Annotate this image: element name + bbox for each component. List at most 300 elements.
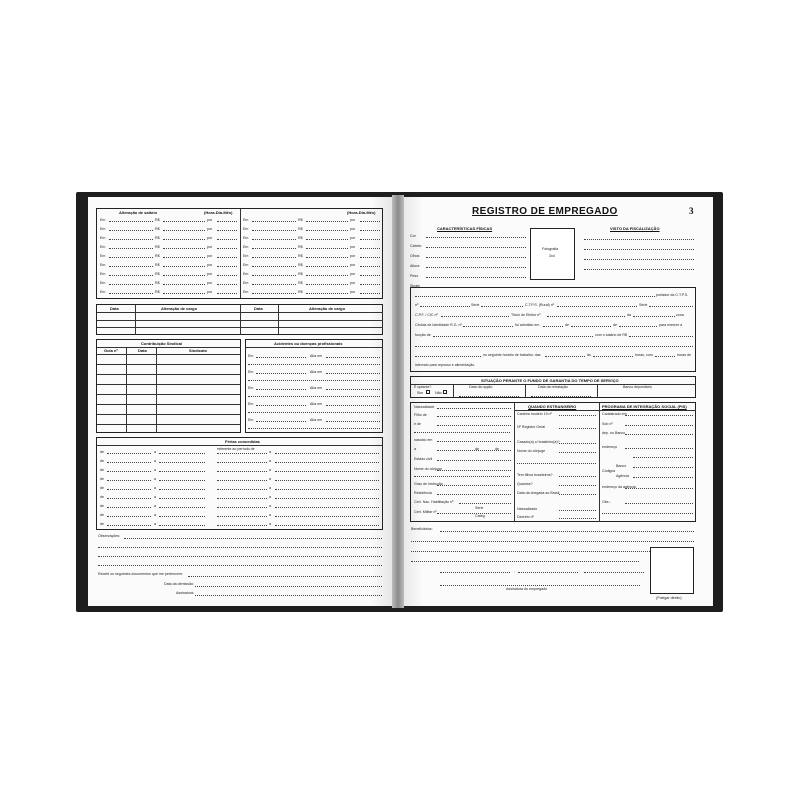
salary-row-por-line xyxy=(217,239,237,240)
vacation-a-label: a xyxy=(154,486,156,490)
personal-field-line xyxy=(437,450,511,451)
section-divider xyxy=(599,403,600,522)
union-row-line xyxy=(97,374,241,375)
vacation-period2-line xyxy=(275,453,379,454)
vacation-a2-label: a xyxy=(269,513,271,517)
observations-label: Observações: xyxy=(98,534,121,538)
personal-data-box xyxy=(410,402,696,522)
vacation-period2-line xyxy=(275,525,379,526)
rg-label: Cédula de Identidade R.G. nº xyxy=(415,323,462,327)
trait-line xyxy=(426,277,526,278)
trait-line xyxy=(426,257,526,258)
dismissal-date-label: Data da demissão: xyxy=(164,582,194,586)
salary-row-por-line xyxy=(360,275,380,276)
union-col-guia: Guia nº xyxy=(104,348,118,353)
birth-de2-label: de xyxy=(495,447,499,451)
voter-da-label: da xyxy=(627,313,631,317)
documents-received-label: Recebi os seguintes documentos que me pertencem: xyxy=(98,572,183,576)
vacation-from-line xyxy=(107,489,151,490)
salary-row-value-line xyxy=(163,239,205,240)
trait-label: Olhos xyxy=(410,254,420,258)
vacation-to-line xyxy=(159,498,205,499)
signature-date-line xyxy=(584,572,644,573)
salary-row-por-label: por xyxy=(350,281,356,285)
vacation-de-label: de xyxy=(100,504,104,508)
salary-row-value-line xyxy=(306,275,348,276)
salary-row-date-line xyxy=(109,230,153,231)
personal-field-label: Residência xyxy=(414,491,432,495)
personal-field-line xyxy=(414,476,510,477)
trait-line xyxy=(426,247,526,248)
accident-em-label: Em xyxy=(248,370,254,374)
vacation-to-line xyxy=(159,507,205,508)
vacation-period-line xyxy=(217,498,267,499)
salary-row-em-label: Em xyxy=(100,254,106,258)
vacation-a2-label: a xyxy=(269,504,271,508)
vacation-a2-label: a xyxy=(269,459,271,463)
section-hline xyxy=(514,410,696,411)
physical-traits-title: CARACTERÍSTICAS FÍSICAS xyxy=(437,226,493,231)
fgts-vline xyxy=(453,384,454,398)
vacation-to-line xyxy=(159,480,205,481)
foreigner-field-label: Quantos? xyxy=(517,482,533,486)
salary-row-por-label: por xyxy=(207,227,213,231)
vacation-a2-label: a xyxy=(269,468,271,472)
accident-extra-line xyxy=(248,380,380,381)
accident-alta-line xyxy=(326,421,380,422)
salary-row-por-line xyxy=(360,239,380,240)
foreigner-field-line xyxy=(559,452,596,453)
personal-field-label: Naturalidade xyxy=(414,405,435,409)
salary-row-em-label: Em xyxy=(100,272,106,276)
union-row-line xyxy=(97,364,241,365)
vacation-period-line xyxy=(217,507,267,508)
salary-row-por-label: por xyxy=(207,281,213,285)
contract-line xyxy=(629,336,693,337)
personal-field-label: Nome do cônjuge xyxy=(414,467,443,471)
fgts-box xyxy=(410,376,696,398)
salary-row-em-label: Em xyxy=(243,272,249,276)
salary-row-por-label: por xyxy=(207,263,213,267)
salary-row-rs-label: R$ xyxy=(155,272,160,276)
fgts-option-date-line xyxy=(459,396,519,397)
personal-field-label: nascido em xyxy=(414,438,433,442)
salary-label: com o salário de R$ xyxy=(595,333,627,337)
accidents-box xyxy=(245,339,383,433)
function-label: função de xyxy=(415,333,431,337)
salary-row-em-label: Em xyxy=(243,281,249,285)
personal-field-line xyxy=(437,408,511,409)
salary-row-rs-label: R$ xyxy=(298,254,303,258)
vacations-hline xyxy=(97,445,383,446)
vacation-de-label: de xyxy=(100,468,104,472)
salary-row-value-line xyxy=(306,266,348,267)
pis-title: PROGRAMA DE INTEGRAÇÃO SOCIAL (PIS) xyxy=(602,404,687,409)
contract-line xyxy=(415,296,655,297)
salary-row-value-line xyxy=(163,221,205,222)
salary-row-rs-label: R$ xyxy=(298,281,303,285)
accident-alta-line xyxy=(326,389,380,390)
salary-row-date-line xyxy=(109,266,153,267)
salary-row-rs-label: R$ xyxy=(155,218,160,222)
schedule-hours2-label: horas de xyxy=(677,353,691,357)
personal-field-line xyxy=(437,460,511,461)
cargo-alteration-box xyxy=(96,304,383,335)
salary-row-por-line xyxy=(217,275,237,276)
ctps-rural-label: C.T.P.S. (Rural) nº xyxy=(525,303,555,307)
salary-row-por-line xyxy=(217,284,237,285)
beneficiaries-line xyxy=(411,561,639,562)
union-row-line xyxy=(97,354,241,355)
accident-date-line xyxy=(256,357,306,358)
vacation-period2-line xyxy=(275,471,379,472)
cpf-label: C.P.F. / CIC nº xyxy=(415,313,438,317)
visa-line xyxy=(584,269,694,270)
salary-row-por-line xyxy=(360,221,380,222)
pis-field-label: endereço xyxy=(602,445,617,449)
union-vline xyxy=(126,347,127,433)
personal-field-label: Estado civil xyxy=(414,457,433,461)
salary-row-date-line xyxy=(252,239,296,240)
fgts-no-checkbox[interactable] xyxy=(443,390,447,394)
contract-line xyxy=(655,356,675,357)
salary-row-por-label: por xyxy=(350,272,356,276)
salary-row-rs-label: R$ xyxy=(155,236,160,240)
personal-field-line xyxy=(414,432,510,433)
vacation-a-label: a xyxy=(154,522,156,526)
salary-row-date-line xyxy=(109,293,153,294)
vacation-from-line xyxy=(107,471,151,472)
foreigner-field-line xyxy=(559,428,596,429)
salary-row-por-label: por xyxy=(207,272,213,276)
salary-row-por-line xyxy=(360,266,380,267)
accident-alta-line xyxy=(326,405,380,406)
union-row-line xyxy=(97,384,241,385)
fgts-optant-label: É optante? xyxy=(414,385,432,389)
salary-row-rs-label: R$ xyxy=(298,272,303,276)
contract-line xyxy=(463,326,513,327)
pis-field-line xyxy=(625,488,693,489)
accident-em-label: Em xyxy=(248,386,254,390)
contract-line xyxy=(415,346,693,347)
salary-row-rs-label: R$ xyxy=(155,227,160,231)
vacation-from-line xyxy=(107,498,151,499)
birth-de-label: de xyxy=(475,447,479,451)
accident-extra-line xyxy=(248,364,380,365)
pis-field-line xyxy=(625,503,693,504)
salary-row-date-line xyxy=(252,275,296,276)
accident-date-line xyxy=(256,421,306,422)
contract-line xyxy=(441,316,509,317)
vacation-de-label: de xyxy=(100,459,104,463)
pis-field-label: dep. no Banco xyxy=(602,431,626,435)
salary-row-date-line xyxy=(252,257,296,258)
pis-field-label: Sob nº xyxy=(602,422,613,426)
accident-alta-label: Alta em xyxy=(310,354,323,358)
contract-line xyxy=(619,326,657,327)
salary-row-value-line xyxy=(163,275,205,276)
salary-row-por-line xyxy=(217,230,237,231)
salary-row-por-line xyxy=(360,230,380,231)
personal-field-line xyxy=(459,503,511,504)
salary-hdm-right: (Hora-Dia-Mês) xyxy=(347,210,376,215)
salary-row-value-line xyxy=(163,248,205,249)
personal-field-label: Cert. Nac. Habilitação nº xyxy=(414,500,454,504)
salary-row-por-label: por xyxy=(207,254,213,258)
signature-date-line xyxy=(518,572,578,573)
union-contribution-box xyxy=(96,339,241,433)
salary-row-por-label: por xyxy=(350,290,356,294)
contract-line xyxy=(557,306,637,307)
accident-em-label: Em xyxy=(248,418,254,422)
pis-field-line xyxy=(602,513,693,514)
vacation-a-label: a xyxy=(154,450,156,454)
observations-line xyxy=(98,556,382,557)
trait-label: Cor xyxy=(410,234,416,238)
inspection-visa-title: VISTO DA FISCALIZAÇÃO xyxy=(610,226,660,231)
salary-row-em-label: Em xyxy=(100,218,106,222)
salary-row-por-label: por xyxy=(350,245,356,249)
observations-line xyxy=(98,565,382,566)
foreigner-field-label: Nº Registro Geral xyxy=(517,425,546,429)
voter-zone-label: zona xyxy=(676,313,684,317)
vacation-period2-line xyxy=(275,480,379,481)
vacation-to-line xyxy=(159,516,205,517)
foreigner-field-line xyxy=(559,494,596,495)
salary-row-em-label: Em xyxy=(100,281,106,285)
union-row-line xyxy=(97,424,241,425)
salary-row-date-line xyxy=(109,239,153,240)
salary-row-em-label: Em xyxy=(243,218,249,222)
salary-row-date-line xyxy=(252,248,296,249)
admitted-label: foi admitido em xyxy=(515,323,540,327)
vacation-period-line xyxy=(217,471,267,472)
salary-row-value-line xyxy=(306,257,348,258)
vacation-de-label: de xyxy=(100,522,104,526)
page-number: 3 xyxy=(689,206,694,216)
vacation-period2-line xyxy=(275,516,379,517)
cargo-col-alt-1: Alteração de cargo xyxy=(161,306,198,311)
salary-row-date-line xyxy=(252,284,296,285)
salary-row-value-line xyxy=(163,266,205,267)
salary-row-em-label: Em xyxy=(100,227,106,231)
personal-field-label: Grau de Instrução xyxy=(414,482,443,486)
interval-label: intervalo para repouso e alimentação. xyxy=(415,363,476,367)
contract-line xyxy=(633,316,675,317)
salary-row-value-line xyxy=(306,221,348,222)
beneficiaries-line xyxy=(440,531,694,532)
pis-field-line xyxy=(625,425,693,426)
vacation-period-line xyxy=(217,525,267,526)
salary-row-rs-label: R$ xyxy=(155,245,160,249)
union-row-line xyxy=(97,414,241,415)
vacation-from-line xyxy=(107,525,151,526)
photo-3x4-box xyxy=(530,228,575,280)
accident-em-label: Em xyxy=(248,402,254,406)
salary-row-por-label: por xyxy=(207,245,213,249)
pis-field-label: Agência xyxy=(616,474,629,478)
schedule-hours-label: horas, com xyxy=(635,353,653,357)
vacation-a2-label: a xyxy=(269,495,271,499)
foreigner-field-label: Tem filhos brasileiros? xyxy=(517,473,553,477)
signature-de-label: , xyxy=(514,569,515,573)
contract-line xyxy=(649,306,693,307)
salary-row-rs-label: R$ xyxy=(298,290,303,294)
vacation-to-line xyxy=(159,471,205,472)
salary-row-value-line xyxy=(306,284,348,285)
fgts-retract-date-line xyxy=(531,396,591,397)
fgts-title: SITUAÇÃO PERANTE O FUNDO DE GARANTIA DO TEMPO DE SERVIÇO xyxy=(481,378,619,383)
salary-row-rs-label: R$ xyxy=(155,254,160,258)
salary-row-value-line xyxy=(163,257,205,258)
salary-row-por-label: por xyxy=(350,236,356,240)
vacations-box xyxy=(96,437,383,530)
salary-row-value-line xyxy=(163,230,205,231)
salary-row-em-label: Em xyxy=(243,227,249,231)
foreigner-field-label: Casado(a) c/ brasileiro(a)? xyxy=(517,440,560,444)
personal-field-label: Filho de xyxy=(414,413,427,417)
cargo-vline xyxy=(135,305,136,335)
salary-row-por-line xyxy=(217,266,237,267)
salary-row-por-label: por xyxy=(350,227,356,231)
vacation-a-label: a xyxy=(154,513,156,517)
salary-row-por-line xyxy=(217,257,237,258)
photo-label: Fotografia xyxy=(542,247,559,251)
documents-line xyxy=(188,576,382,577)
accident-date-line xyxy=(256,389,306,390)
vacation-de-label: de xyxy=(100,450,104,454)
foreigner-field-label: Data da chegada ao Brasil xyxy=(517,491,560,495)
foreigner-title: QUANDO ESTRANGEIRO xyxy=(528,404,577,409)
salary-row-rs-label: R$ xyxy=(155,281,160,285)
right-page xyxy=(404,197,713,606)
thumbprint-box xyxy=(650,547,694,594)
cargo-col-data-1: Data xyxy=(110,306,119,311)
contract-line xyxy=(545,356,585,357)
union-col-data: Data xyxy=(138,348,147,353)
union-row-line xyxy=(97,394,241,395)
accident-alta-label: Alta em xyxy=(310,370,323,374)
document-title: REGISTRO DE EMPREGADO xyxy=(472,206,618,217)
schedule-from-label: no seguinte horário de trabalho: das xyxy=(483,353,541,357)
vacation-de-label: de xyxy=(100,513,104,517)
visa-line xyxy=(584,259,694,260)
visa-line xyxy=(584,239,694,240)
pis-field-line xyxy=(625,415,693,416)
vacation-to-line xyxy=(159,462,205,463)
union-hline xyxy=(97,347,241,348)
trait-label: Altura xyxy=(410,264,420,268)
salary-row-value-line xyxy=(306,230,348,231)
trait-label: Sinais xyxy=(410,284,420,288)
accident-alta-label: Alta em xyxy=(310,402,323,406)
vacation-a-label: a xyxy=(154,468,156,472)
voter-id-label: Título de Eleitor nº xyxy=(511,313,541,317)
salary-row-rs-label: R$ xyxy=(298,263,303,267)
salary-row-em-label: Em xyxy=(100,290,106,294)
foreigner-field-line xyxy=(559,485,596,486)
trait-line xyxy=(426,237,526,238)
personal-field-line xyxy=(437,494,511,495)
salary-row-date-line xyxy=(109,284,153,285)
cargo-vline xyxy=(278,305,279,335)
vacation-from-line xyxy=(107,507,151,508)
contract-line xyxy=(593,356,633,357)
salary-row-por-line xyxy=(360,248,380,249)
vacation-a-label: a xyxy=(154,477,156,481)
personal-field-label: e de xyxy=(414,422,421,426)
signature-line xyxy=(195,595,382,596)
fgts-vline xyxy=(597,384,598,398)
trait-label: Peso xyxy=(410,274,419,278)
section-divider xyxy=(514,403,515,522)
cargo-vline xyxy=(240,305,241,335)
salary-row-em-label: Em xyxy=(243,263,249,267)
salary-row-por-label: por xyxy=(350,218,356,222)
vacation-a-label: a xyxy=(154,459,156,463)
salary-row-em-label: Em xyxy=(243,245,249,249)
accident-alta-line xyxy=(326,357,380,358)
trait-line xyxy=(426,267,526,268)
accident-extra-line xyxy=(248,412,380,413)
vacation-de-label: de xyxy=(100,477,104,481)
salary-row-date-line xyxy=(252,266,296,267)
personal-field-line xyxy=(437,470,511,471)
salary-row-date-line xyxy=(109,275,153,276)
salary-hdm-left: (Hora-Dia-Mês) xyxy=(204,210,233,215)
vacation-a-label: a xyxy=(154,495,156,499)
salary-row-rs-label: R$ xyxy=(155,263,160,267)
accident-alta-label: Alta em xyxy=(310,418,323,422)
visa-line xyxy=(584,249,694,250)
signature-date-line xyxy=(440,572,510,573)
accident-em-label: Em xyxy=(248,354,254,358)
pis-field-line xyxy=(633,467,693,468)
beneficiaries-label: Beneficiários: xyxy=(411,527,433,531)
salary-row-por-label: por xyxy=(350,254,356,258)
contract-details-box xyxy=(410,287,696,372)
salary-row-em-label: Em xyxy=(243,290,249,294)
military-series-label: Série xyxy=(475,506,484,510)
admitted-de-label: de xyxy=(565,323,569,327)
thumbprint-label: (Polegar direito) xyxy=(656,596,682,600)
pis-field-line xyxy=(633,457,693,458)
salary-row-value-line xyxy=(163,293,205,294)
foreigner-field-label: Decreto nº xyxy=(517,515,534,519)
personal-field-label: Cert. Militar nº xyxy=(414,510,437,514)
fgts-retract-date-label: Data da retratação xyxy=(538,385,568,389)
accident-extra-line xyxy=(248,396,380,397)
accident-date-line xyxy=(256,373,306,374)
salary-row-date-line xyxy=(109,257,153,258)
accidents-title: Acidentes ou doenças profissionais xyxy=(274,341,343,346)
fgts-yes-checkbox[interactable] xyxy=(426,390,430,394)
contract-line xyxy=(420,306,470,307)
photo-size-label: 3x4 xyxy=(549,254,555,258)
personal-field-line xyxy=(437,425,511,426)
vacation-period2-line xyxy=(275,507,379,508)
salary-row-por-line xyxy=(360,293,380,294)
salary-row-rs-label: R$ xyxy=(298,218,303,222)
fgts-option-date-label: Data da opção xyxy=(469,385,493,389)
union-row-line xyxy=(97,404,241,405)
vacation-period-line xyxy=(217,489,267,490)
vacation-period2-line xyxy=(275,489,379,490)
salary-row-em-label: Em xyxy=(243,254,249,258)
contract-line xyxy=(547,316,625,317)
vacation-a2-label: a xyxy=(269,486,271,490)
vacation-period-line xyxy=(217,480,267,481)
